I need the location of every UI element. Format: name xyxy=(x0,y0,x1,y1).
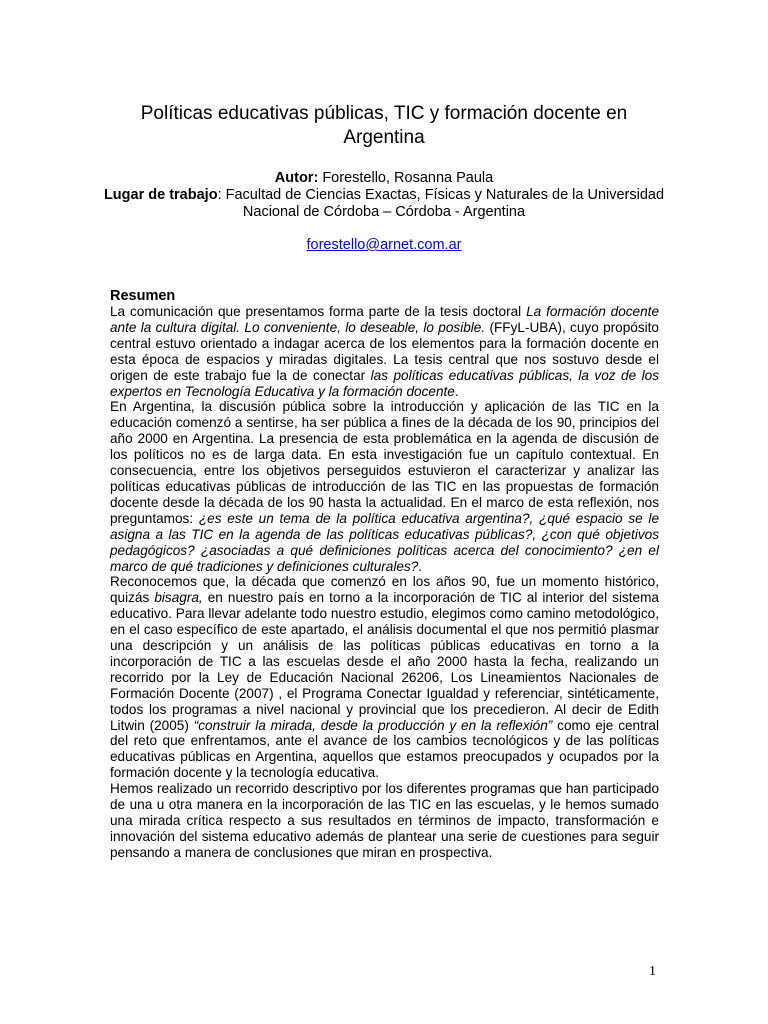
text-run: En Argentina, la discusión pública sobre la introducción y aplicación de las TIC en la educación comenzó a sentirse, ha ser pública a fines de la década de los 90, principios del año 2000 en Argentina. La presencia de esta problemática en la agenda de discusión de los políticos no es de larga data. En esta investigación fue un capítulo contextual. En consecuencia, entre los objetivos perseguidos estuvieron el caracterizar y analizar las políticas educativas públicas de introducción de las TIC en las propuestas de formación docente desde la década de los 90 hasta la actualidad. En el marco de esta reflexión, nos preguntamos: xyxy=(110,399,659,526)
abstract-paragraph xyxy=(110,574,659,781)
italic-run: “construir la mirada, desde la producción y en la reflexión” xyxy=(193,717,553,733)
page-number: 1 xyxy=(649,964,656,979)
byline xyxy=(90,170,678,221)
text-run: . xyxy=(454,383,459,399)
abstract-paragraph xyxy=(110,304,659,399)
italic-run: ¿es este un tema de la política educativa argentina?, ¿qué espacio se le asigna a las TIC en la agenda de las políticas educativas públicas?, ¿con qué objetivos pedagógicos? ¿asociadas a qué definiciones políticas acerca del conocimiento? ¿en el marco de qué tradiciones y definiciones culturales? xyxy=(110,510,660,574)
italic-run: las políticas educativas públicas, la voz de los expertos en Tecnología Educativa y la formación docente xyxy=(110,367,659,399)
paper-title: Políticas educativas públicas, TIC y formación docente en Argentina xyxy=(140,103,628,148)
author-label: Autor: xyxy=(274,170,319,186)
author-name: Forestello, Rosanna Paula xyxy=(322,170,494,186)
workplace-value: : Facultad de Ciencias Exactas, Físicas y Naturales de la Universidad Nacional de Córdoba – Córdoba - Argentina xyxy=(217,187,665,220)
abstract-paragraph xyxy=(110,781,659,861)
text-run: Hemos realizado un recorrido descriptivo por los diferentes programas que han participado de una u otra manera en la incorporación de las TIC en las escuelas, y le hemos sumado una mirada crítica respecto a sus resultados en términos de impacto, transformación e innovación del sistema educativo además de plantear una serie de cuestiones para seguir pensando a manera de conclusiones que miran en prospectiva. xyxy=(110,781,659,860)
text-run: La comunicación que presentamos forma parte de la tesis doctoral xyxy=(110,304,527,319)
text-run: en nuestro país en torno a la incorporación de TIC al interior del sistema educativo. Para llevar adelante todo nuestro estudio, elegimos como camino metodológico, en el caso específico de este apartado, el análisis documental el que nos permitió plasmar una descripción y un análisis de las políticas públicas educativas en torno a la incorporación de TIC a las escuelas desde el año 2000 hasta la fecha, realizando un recorrido por la Ley de Educación Nacional 26206, Los Lineamientos Nacionales de Formación Docente (2007) , el Programa Conectar Igualdad y referenciar, sintéticamente, todos los programas a nivel nacional y provincial que los precedieron. Al decir de Edith Litwin (2005) xyxy=(110,590,659,733)
author-line xyxy=(90,170,678,187)
text-run: (FFyL-UBA), cuyo propósito central estuvo orientado a indagar acerca de los elementos para la formación docente en esta época de espacios y miradas digitales. La tesis central que nos sostuvo desde el origen de este trabajo fue la de conectar xyxy=(110,319,659,383)
abstract-heading: Resumen xyxy=(110,288,176,304)
workplace-label: Lugar de trabajo xyxy=(103,187,218,203)
abstract-body xyxy=(110,304,659,861)
italic-run: La formación docente ante la cultura digital. Lo conveniente, lo deseable, lo posible. xyxy=(110,304,660,335)
workplace-line xyxy=(90,187,678,221)
abstract-paragraph xyxy=(110,399,659,574)
text-run: como eje central del reto que enfrentamos, ante el avance de los cambios tecnológicos y de las políticas educativas públicas en Argentina, aquellos que estamos preocupados y ocupados por la formación docente y la tecnología educativa. xyxy=(110,717,659,781)
email-link[interactable]: forestello@arnet.com.ar xyxy=(306,237,462,253)
text-run: . xyxy=(418,558,423,574)
email-line xyxy=(90,237,678,254)
italic-run: bisagra, xyxy=(154,590,203,606)
text-run: Reconocemos que, la década que comenzó en los años 90, fue un momento histórico, quizás xyxy=(110,574,659,606)
